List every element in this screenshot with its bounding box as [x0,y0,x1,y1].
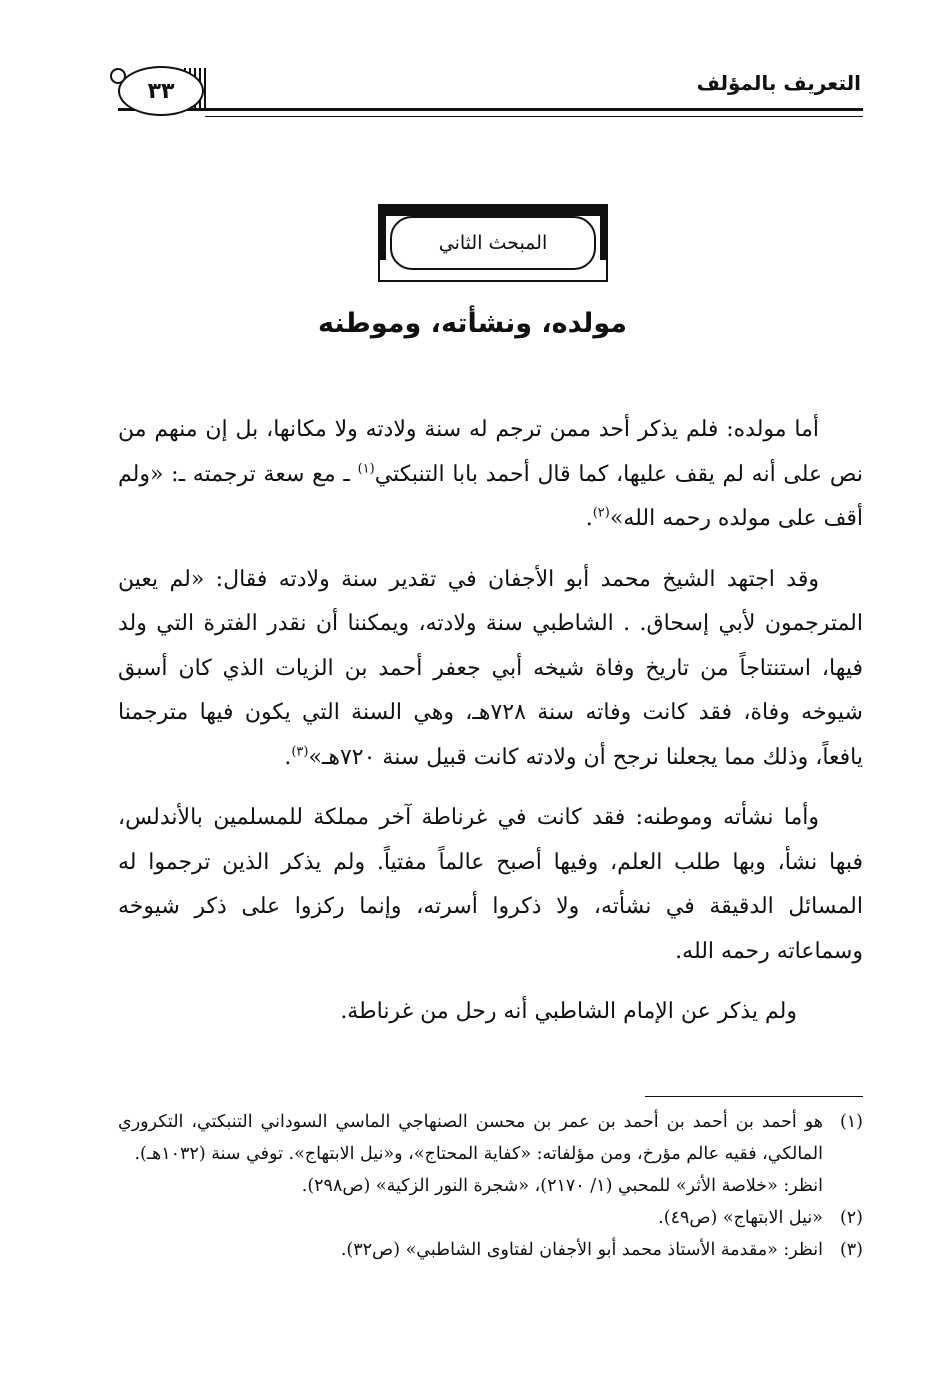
footnote-text: «نيل الابتهاج» (ص٤٩). [658,1208,823,1228]
paragraph-estimate: وقد اجتهد الشيخ محمد أبو الأجفان في تقدير سنة ولادته فقال: «لم يعين المترجمون لأبي إسحاق. . الشاطبي سنة ولادته، ويمكننا أن نقدر الفترة التي ولد فيها، استنتاجاً من تاريخ وفاة شيخه أبي جعفر أحمد بن الزيات الذي كان أسبق شيوخه وفاة، فقد كانت وفاته سنة ٧٢٨هـ، وهي السنة التي يكون فيها مترجمنا يافعاً، وذلك مما يجعلنا نرجح أن ولادته كانت قبيل سنة ٧٢٠هـ»$^{(٣)}$. [118,566,863,770]
header-ornament-dot [110,68,126,84]
footnote-1-reference: انظر: «خلاصة الأثر» للمحبي (١/ ٢١٧٠)، «شجرة النور الزكية» (ص٢٩٨). [301,1176,823,1196]
section-label-frame [378,204,608,282]
footnote-text: انظر: «مقدمة الأستاذ محمد أبو الأجفان لفتاوى الشاطبي» (ص٣٢). [340,1240,823,1260]
page-number: ٣٣ [147,78,175,104]
paragraph-birth: أما مولده: فلم يذكر أحد ممن ترجم له سنة ولادته ولا مكانها، بل إن منهم من نص على أنه لم يقف عليها، كما قال أحمد بابا التنبكتي$^{(١)}$ ـ مع سعة ترجمته ـ: «ولم أقف على مولده رحمه الله»$^{(٢)}$. [118,417,864,531]
footnote-ref-2[interactable]: (٢) [592,505,610,521]
footnote-number: (٣) [839,1240,863,1260]
footnote-ref-1[interactable]: (١) [357,461,375,477]
footnote-2 [118,1202,863,1234]
paragraph-upbringing: وأما نشأته وموطنه: فقد كانت في غرناطة آخر مملكة للمسلمين بالأندلس، فبها نشأ، وبها طلب العلم، وفيها أصبح عالماً مفتياً. ولم يذكر الذين ترجموا له المسائل الدقيقة في نشأته، ولا ذكروا أسرته، وإنما ركزوا على ذكر شيوخه وسماعاته رحمه الله. [118,805,863,964]
body-text [118,408,863,1051]
footnote-ref-3[interactable]: (٣) [291,744,309,760]
footnote-1 [118,1106,863,1170]
footnotes [118,1106,863,1266]
footnote-3 [118,1234,863,1266]
header-rule-thick [118,108,863,111]
footnote-number: (٢) [839,1208,863,1228]
paragraph-travel: ولم يذكر عن الإمام الشاطبي أنه رحل من غرناطة. [340,999,797,1024]
header-rule-thin [205,116,863,117]
chapter-title: مولده، ونشأته، وموطنه [318,308,627,339]
running-header-title: التعريف بالمؤلف [696,71,861,95]
footnote-separator [645,1096,863,1097]
section-label: المبحث الثاني [390,216,596,270]
page-number-badge [118,66,204,116]
footnote-text: هو أحمد بن أحمد بن أحمد بن عمر بن محسن الصنهاجي الماسي السوداني التنبكتي، التكروري المالكي، فقيه عالم مؤرخ، ومن مؤلفاته: «كفاية المحتاج»، و«نيل الابتهاج». توفي سنة (١٠٣٢هـ). [118,1112,823,1164]
footnote-number: (١) [839,1112,863,1132]
